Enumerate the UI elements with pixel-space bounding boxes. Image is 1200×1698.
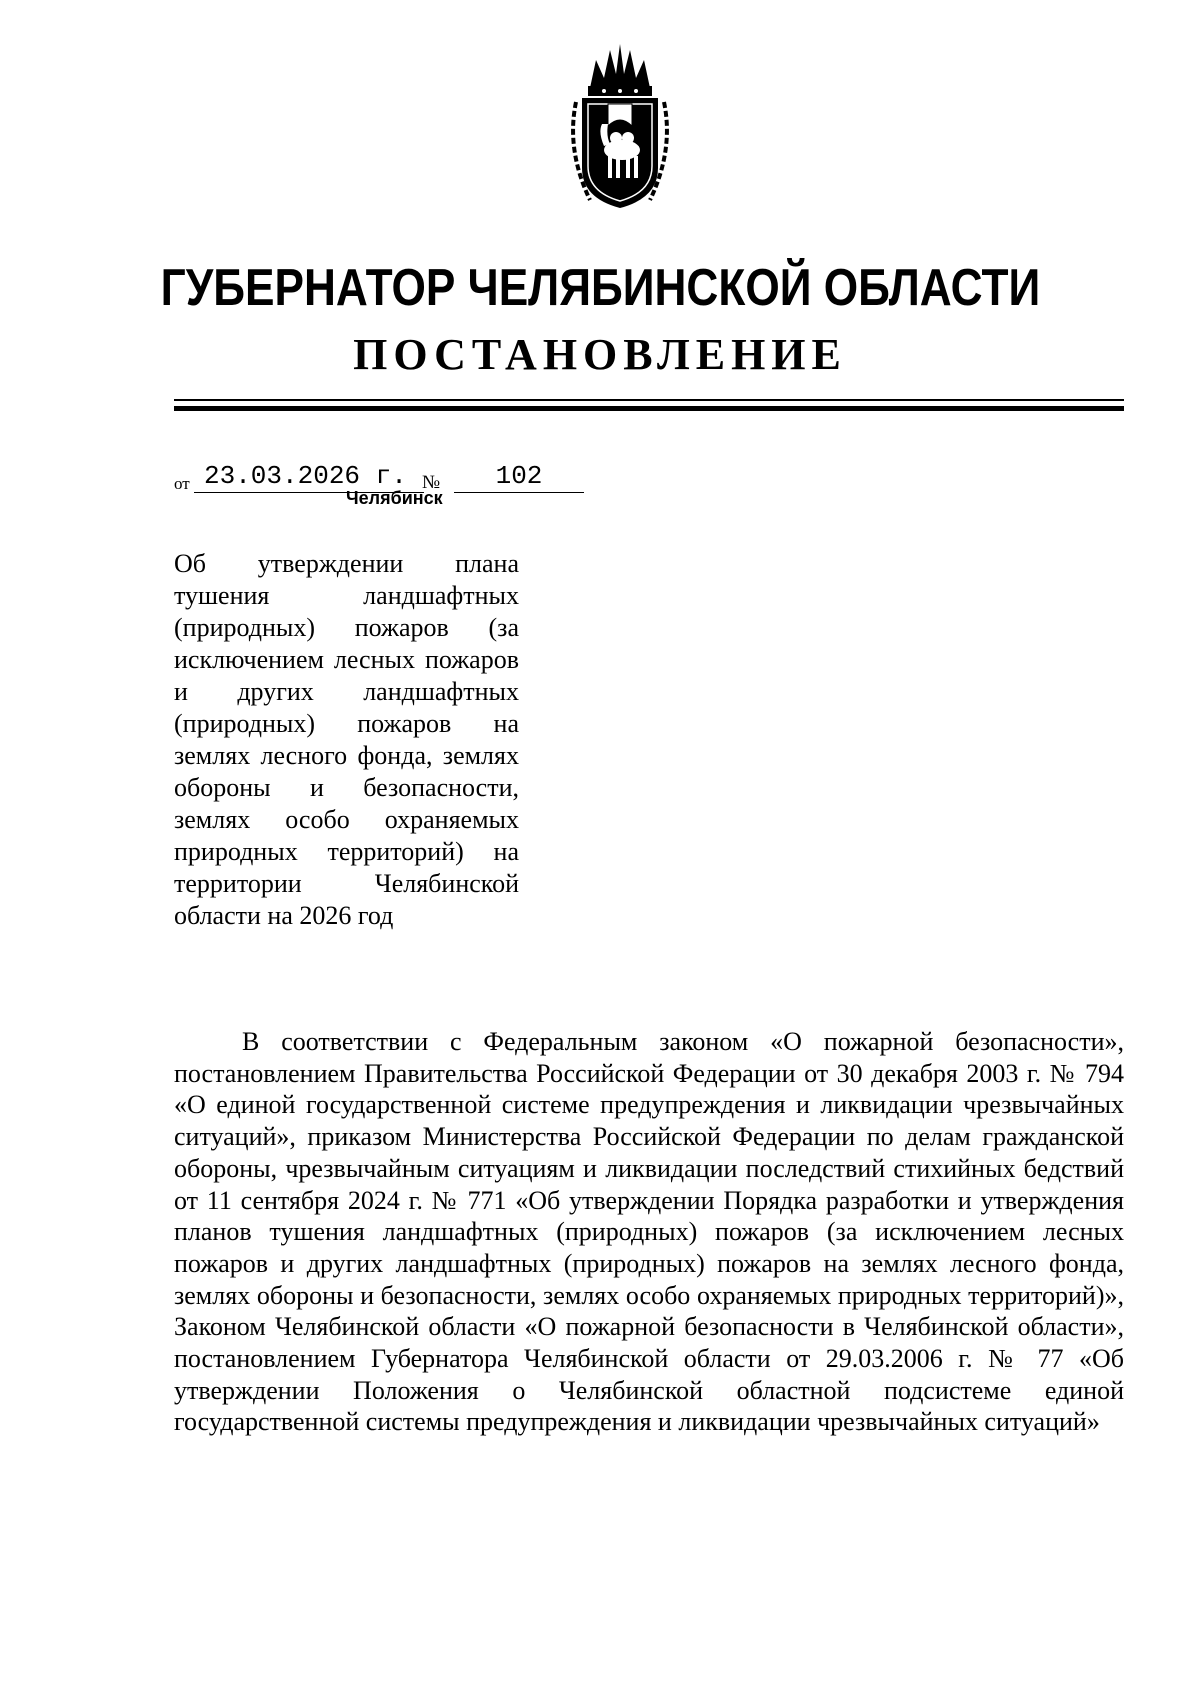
- date-prefix: от: [174, 474, 190, 493]
- chelyabinsk-coat-of-arms-icon: [560, 40, 680, 215]
- document-date: 23.03.2026 г.: [194, 460, 424, 493]
- city-label: Челябинск: [346, 488, 443, 508]
- document-type: ПОСТАНОВЛЕНИЕ: [353, 330, 847, 379]
- issuer-title: ГУБЕРНАТОР ЧЕЛЯБИНСКОЙ ОБЛАСТИ: [160, 259, 1041, 317]
- document-subject: Об утверждении плана тушения ландшафтных (природных) пожаров (за исключением лесных пожаров и других ландшафтных (природных) пожаров на землях лесного фонда, землях обороны и безопасности, землях особо охраняемых природных территорий) на территории Челябинской области на 2026 год: [174, 549, 519, 930]
- document-number: 102: [454, 460, 584, 493]
- header-rule-thin: [174, 399, 1124, 401]
- preamble-paragraph: В соответствии с Федеральным законом «О пожарной безопасности», постановлением Правительства Российской Федерации от 30 декабря 2003 г. № 794 «О единой государственной системе предупреждения и ликвидации чрезвычайных ситуаций», приказом Министерства Российской Федерации по делам гражданской обороны, чрезвычайным ситуациям и ликвидации последствий стихийных бедствий от 11 сентября 2024 г. № 771 «Об утверждении Порядка разработки и утверждения планов тушения ландшафтных (природных) пожаров (за исключением лесных пожаров и других ландшафтных (природных) пожаров на землях лесного фонда, землях обороны и безопасности, землях особо охраняемых природных территорий)», Законом Челябинской области «О пожарной безопасности в Челябинской области», постановлением Губернатора Челябинской области от 29.03.2006 г. № 77 «Об утверждении Положения о Челябинской областной подсистеме единой государственной системы предупреждения и ликвидации чрезвычайных ситуаций»: [174, 1027, 1124, 1437]
- header-rule-thick: [174, 406, 1124, 411]
- number-label: №: [422, 472, 441, 493]
